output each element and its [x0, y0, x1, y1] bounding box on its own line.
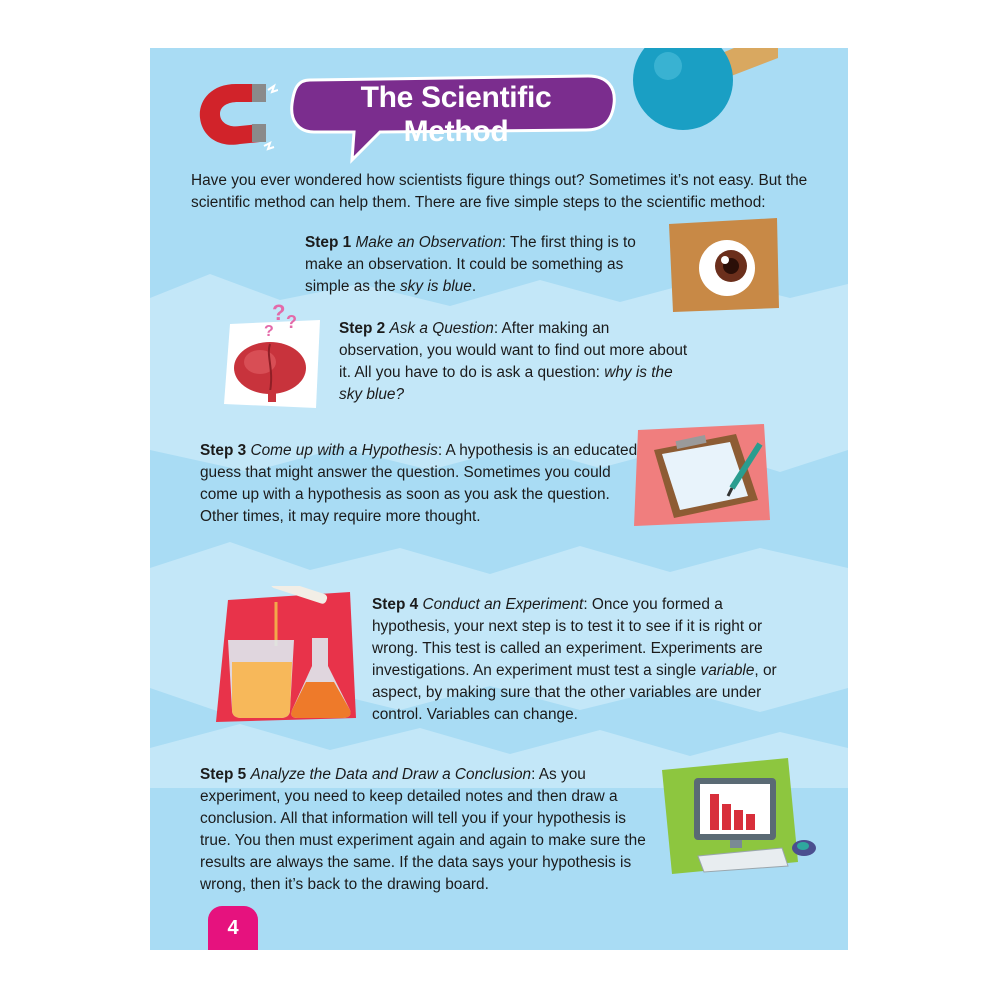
step-4-italic: variable — [700, 662, 755, 679]
intro-paragraph: Have you ever wondered how scientists figure things out? Sometimes it’s not easy. But the scientific method can help them. There are five simple steps to the scientific method: — [191, 172, 808, 211]
step-2-label: Step 2 — [339, 320, 386, 337]
svg-text:?: ? — [286, 312, 297, 332]
page-number: 4 — [208, 906, 258, 950]
ball-icon — [628, 48, 778, 148]
step-3-heading: Come up with a Hypothesis — [250, 442, 438, 459]
step-3-label: Step 3 — [200, 442, 247, 459]
clipboard-card-icon — [628, 420, 778, 530]
brain-card-icon — [220, 298, 324, 410]
page — [150, 48, 848, 950]
step-2-text: : After making an observation, you would want to find out more about it. All you have to do is ask a question: — [339, 320, 688, 381]
step-4-paragraph — [372, 594, 802, 726]
step-1-heading: Make an Observation — [355, 234, 502, 251]
step-2-paragraph — [339, 318, 689, 406]
step-5-text: : As you experiment, you need to keep detailed notes and then draw a conclusion. All that information will tell you if your hypothesis is true. You then must experiment again and again to make sure the results are always the same. If the data says your hypothesis is wrong, then it’s back to the drawing board. — [200, 766, 646, 893]
step-5-heading: Analyze the Data and Draw a Conclusion — [250, 766, 532, 783]
step-4-text: : Once you formed a hypothesis, your next step is to test it to see if it is right or wrong. This test is called an experiment. Experiments are investigations. An experiment must test a single — [372, 596, 763, 679]
step-5-label: Step 5 — [200, 766, 247, 783]
step-1-text: : The first thing is to make an observation. It could be something as simple as the — [305, 234, 636, 295]
svg-text:?: ? — [264, 323, 274, 340]
page-title: The Scientific Method — [360, 81, 552, 148]
step-2-italic: why is the sky blue? — [339, 364, 673, 403]
step-1-paragraph — [305, 232, 665, 298]
computer-card-icon — [658, 752, 830, 878]
step-4-text-end: , or aspect, by making sure that the other variables are under control. Variables can change. — [372, 662, 777, 723]
step-1-label: Step 1 — [305, 234, 352, 251]
beakers-card-icon — [210, 586, 360, 728]
magnet-icon — [190, 66, 278, 152]
step-3-text: : A hypothesis is an educated guess that might answer the question. Sometimes you could come up with a hypothesis as soon as you ask the question. Other times, it may require more thought. — [200, 442, 638, 525]
step-1-italic: sky is blue — [399, 278, 472, 295]
eye-card-icon — [665, 216, 783, 314]
step-4-heading: Conduct an Experiment — [422, 596, 584, 613]
step-3-paragraph — [200, 440, 645, 528]
step-2-heading: Ask a Question — [389, 320, 494, 337]
step-5-paragraph — [200, 764, 655, 896]
step-1-text-end: . — [471, 278, 477, 295]
step-4-label: Step 4 — [372, 596, 419, 613]
svg-text:?: ? — [272, 300, 286, 325]
